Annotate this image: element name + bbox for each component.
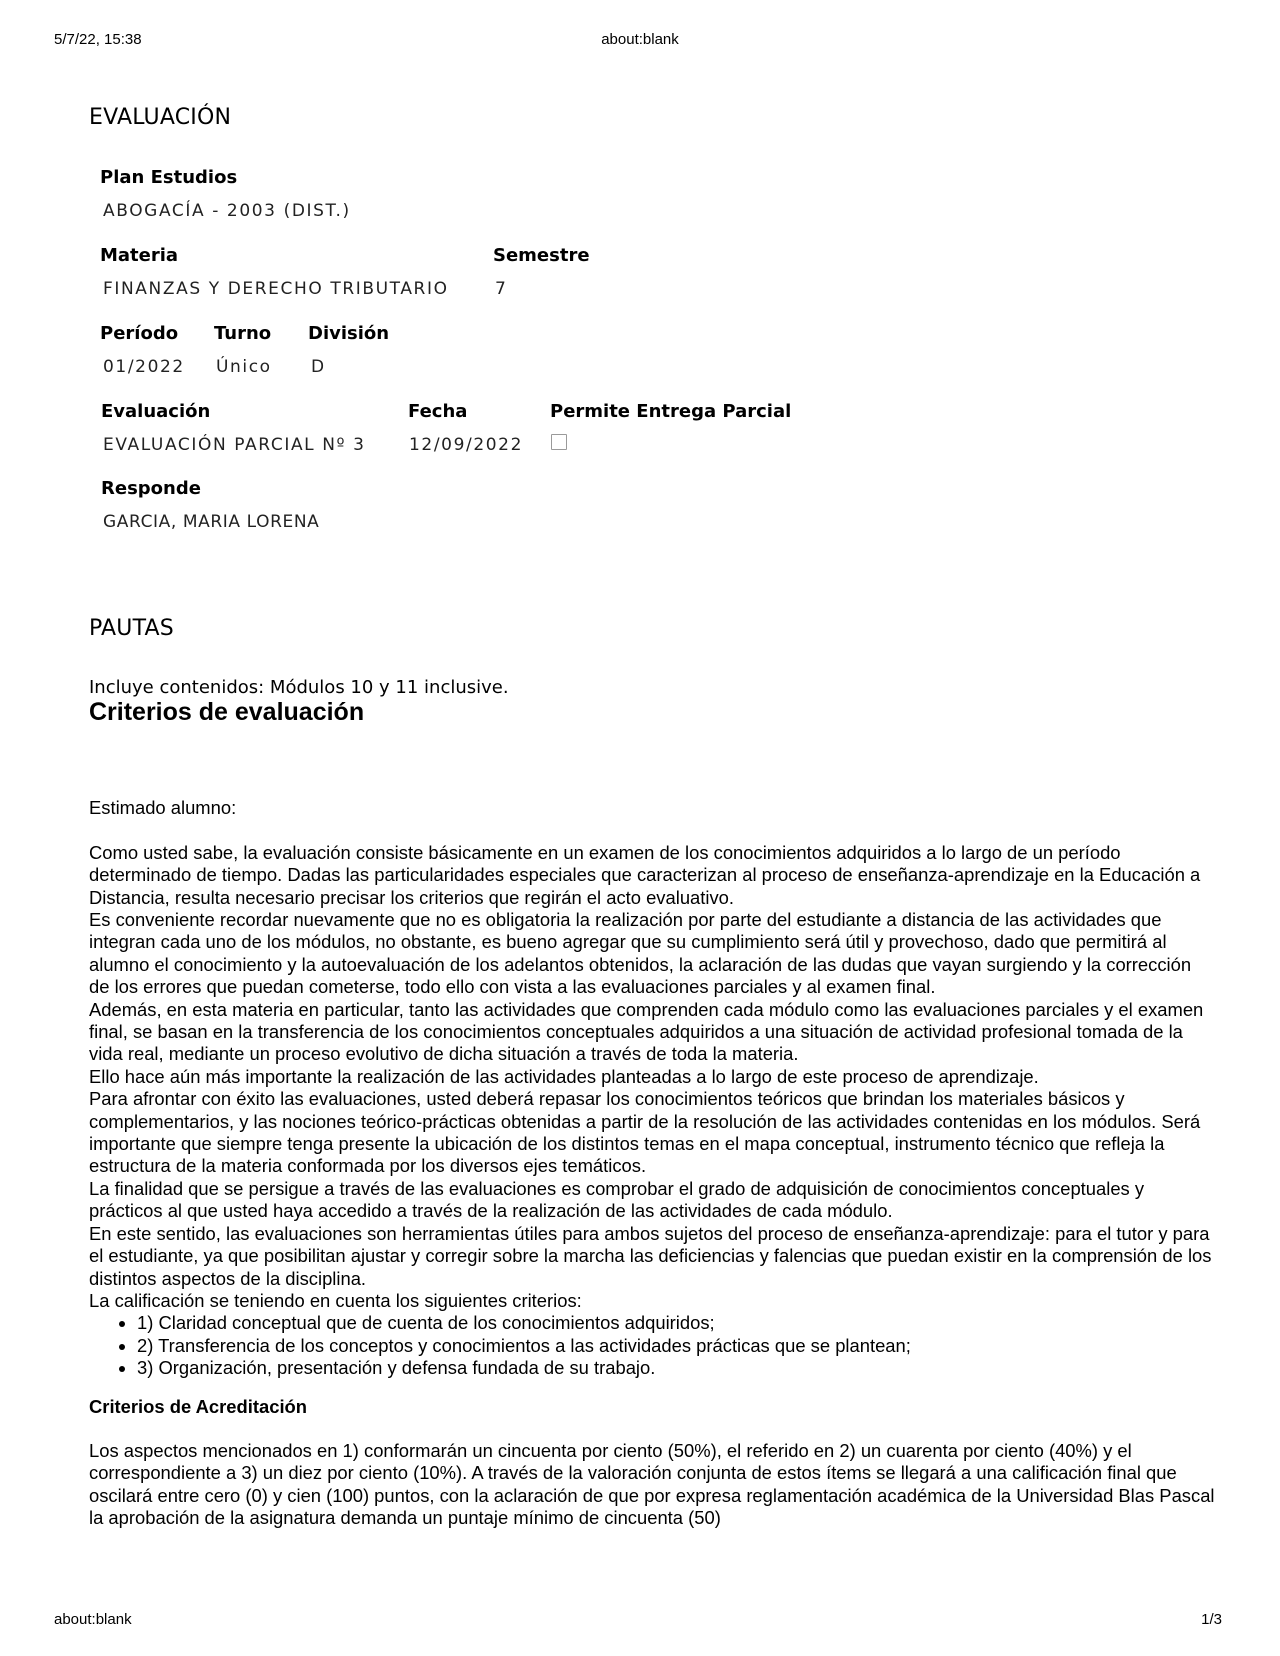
- paragraph: En este sentido, las evaluaciones son herramientas útiles para ambos sujetos del proceso de enseñanza-aprendizaje: para el tutor y para el estudiante, ya que posibilitan ajustar y corregir sobre la marcha las deficiencias y falencias que puedan existir en la comprensión de los distintos aspectos de la disciplina.: [89, 1222, 1212, 1289]
- semestre-value: 7: [495, 279, 508, 299]
- paragraph: Además, en esta materia en particular, tanto las actividades que comprenden cada módulo como las evaluaciones parciales y el examen final, se basan en la transferencia de los conocimientos conceptuales adquiridos a una situación de actividad profesional tomada de la vida real, mediante un proceso evolutivo de dicha situación a través de toda la materia.: [89, 998, 1204, 1065]
- entrega-parcial-label: Permite Entrega Parcial: [550, 401, 792, 422]
- paragraph: La finalidad que se persigue a través de las evaluaciones es comprobar el grado de adquisición de conocimientos conceptuales y prácticos al que usted haya accedido a través de la realización de las actividades de cada módulo.: [89, 1177, 1145, 1222]
- fecha-value: 12/09/2022: [409, 435, 523, 455]
- fecha-label: Fecha: [408, 401, 468, 422]
- entrega-parcial-checkbox[interactable]: [551, 434, 567, 450]
- paragraph: Ello hace aún más importante la realización de las actividades planteadas a lo largo de este proceso de aprendizaje.: [89, 1065, 1039, 1087]
- semestre-label: Semestre: [493, 245, 590, 266]
- evaluacion-label: Evaluación: [101, 401, 211, 422]
- accreditation-title: Criterios de Acreditación: [89, 1395, 308, 1417]
- paragraph: Para afrontar con éxito las evaluaciones, usted deberá repasar los conocimientos teóricos que brindan los materiales básicos y complementarios, y las nociones teórico-prácticas obtenidas a partir de la resolución de las actividades contenidas en los módulos. Será importante que siempre tenga presente la ubicación de los distintos temas en el mapa conceptual, instrumento técnico que refleja la estructura de la materia conformada por los diversos ejes temáticos.: [89, 1088, 1201, 1177]
- evaluacion-value: EVALUACIÓN PARCIAL Nº 3: [103, 435, 366, 455]
- paragraph: La calificación se teniendo en cuenta los siguientes criterios:: [89, 1289, 582, 1311]
- contents-line: Incluye contenidos: Módulos 10 y 11 inclusive.: [89, 677, 509, 698]
- criteria-title: Criterios de evaluación: [89, 698, 365, 726]
- turno-value: Único: [216, 357, 272, 377]
- accreditation-text: Los aspectos mencionados en 1) conformarán un cincuenta por ciento (50%), el referido en 2) un cuarenta por ciento (40%) y el correspondiente a 3) un diez por ciento (10%). A través de la valoración conjunta de estos ítems se llegará a una calificación final que oscilará entre cero (0) y cien (100) puntos, con la aclaración de que por expresa reglamentación académica de la Universidad Blas Pascal la aprobación de la asignatura demanda un puntaje mínimo de cincuenta (50): [89, 1439, 1215, 1529]
- print-page-title: about:blank: [601, 31, 679, 48]
- list-item: • 3) Organización, presentación y defensa fundada de su trabajo.: [137, 1357, 1215, 1379]
- print-url: about:blank: [54, 1611, 132, 1628]
- criteria-body: [89, 797, 1215, 1530]
- paragraph: Como usted sabe, la evaluación consiste básicamente en un examen de los conocimientos adquiridos a lo largo de un período determinado de tiempo. Dadas las particularidades especiales que caracterizan al proceso de enseñanza-aprendizaje en la Educación a Distancia, resulta necesario precisar los criterios que regirán el acto evaluativo.: [89, 841, 1201, 908]
- list-item: • 1) Claridad conceptual que de cuenta de los conocimientos adquiridos;: [137, 1312, 1215, 1334]
- print-footer: [0, 1611, 1280, 1635]
- responde-value: GARCIA, MARIA LORENA: [103, 512, 320, 532]
- paragraph: Es conveniente recordar nuevamente que no es obligatoria la realización por parte del estudiante a distancia de las actividades que integran cada uno de los módulos, no obstante, es bueno agregar que su cumplimiento será útil y provechoso, dado que permitirá al alumno el conocimiento y la autoevaluación de los adelantos obtenidos, la aclaración de las dudas que vayan surgiendo y la corrección de los errores que puedan cometerse, todo ello con vista a las evaluaciones parciales y al examen final.: [89, 909, 1192, 998]
- materia-label: Materia: [100, 245, 179, 266]
- plan-label: Plan Estudios: [100, 167, 238, 188]
- page-counter: 1/3: [1201, 1611, 1222, 1628]
- criteria-list: [89, 1312, 1215, 1379]
- periodo-label: Período: [100, 323, 179, 344]
- materia-value: FINANZAS Y DERECHO TRIBUTARIO: [103, 279, 449, 299]
- division-value: D: [311, 357, 326, 377]
- responde-label: Responde: [101, 478, 201, 499]
- pautas-title: PAUTAS: [89, 616, 174, 641]
- periodo-value: 01/2022: [103, 357, 185, 377]
- print-header: [0, 31, 1280, 55]
- division-label: División: [308, 323, 390, 344]
- evaluation-title: EVALUACIÓN: [89, 105, 232, 130]
- turno-label: Turno: [214, 323, 272, 344]
- print-datetime: 5/7/22, 15:38: [54, 31, 142, 48]
- plan-value: ABOGACÍA - 2003 (DIST.): [103, 201, 351, 221]
- list-item: • 2) Transferencia de los conceptos y conocimientos a las actividades prácticas que se plantean;: [137, 1335, 1215, 1357]
- greeting: Estimado alumno:: [89, 797, 237, 818]
